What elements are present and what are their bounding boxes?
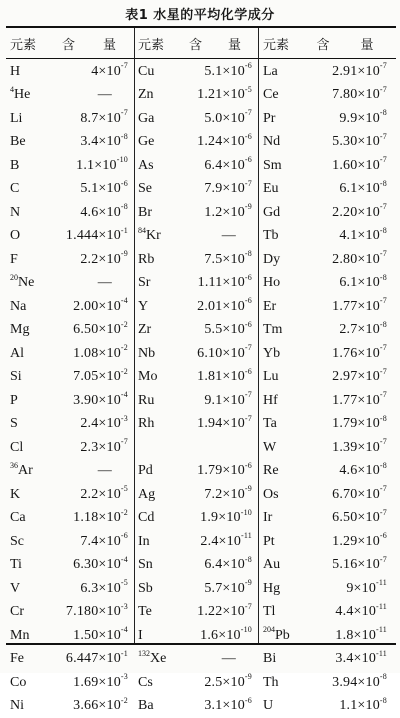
content-value: $2.20\times 10^{-7}$: [303, 205, 391, 221]
element-symbol: Fe: [10, 651, 50, 667]
content-value: $5.0\times 10^{-7}$: [178, 111, 256, 127]
table-row: [263, 648, 391, 672]
content-value: —: [178, 651, 256, 667]
element-symbol: Se: [138, 181, 178, 197]
content-value: $1.1\times 10^{-10}$: [50, 158, 132, 174]
element-symbol: Rh: [138, 416, 178, 432]
table-row: [263, 601, 391, 625]
content-value: $3.90\times 10^{-4}$: [50, 393, 132, 409]
table-row: [263, 225, 391, 249]
table-row: [263, 483, 391, 507]
table-row: [138, 107, 256, 131]
content-value: $6.4\times 10^{-6}$: [178, 158, 256, 174]
table-row: [10, 60, 132, 84]
column-divider: [134, 28, 135, 643]
content-value: —: [50, 87, 132, 103]
content-value: $9.9\times 10^{-8}$: [303, 111, 391, 127]
content-header: 含 量: [48, 34, 132, 53]
table-row: [263, 436, 391, 460]
table-title: 表1 水星的平均化学成分: [0, 4, 400, 23]
element-symbol: Th: [263, 675, 303, 691]
element-symbol: Mg: [10, 322, 50, 338]
content-header: 含 量: [176, 34, 256, 53]
element-symbol: Gd: [263, 205, 303, 221]
content-value: $6.3\times 10^{-5}$: [50, 581, 132, 597]
element-symbol: Sr: [138, 275, 178, 291]
element-symbol: Er: [263, 299, 303, 315]
element-symbol: La: [263, 64, 303, 80]
content-value: $2.2\times 10^{-9}$: [50, 252, 132, 268]
table-row: [10, 295, 132, 319]
element-symbol: Ho: [263, 275, 303, 291]
table-row: [138, 342, 256, 366]
content-value: $1.24\times 10^{-6}$: [178, 134, 256, 150]
element-symbol: N: [10, 205, 50, 221]
table-row: [263, 389, 391, 413]
element-symbol: Bi: [263, 651, 303, 667]
content-value: $1.18\times 10^{-2}$: [50, 510, 132, 526]
table-row: [138, 131, 256, 155]
element-symbol: O: [10, 228, 50, 244]
element-symbol: Dy: [263, 252, 303, 268]
element-symbol: Rb: [138, 252, 178, 268]
column-header: [10, 28, 132, 58]
content-value: $5.1\times 10^{-6}$: [178, 64, 256, 80]
content-value: $1.444\times 10^{-1}$: [50, 228, 132, 244]
content-value: $3.66\times 10^{-2}$: [50, 698, 132, 714]
content-value: $6.10\times 10^{-7}$: [178, 346, 256, 362]
element-symbol: I: [138, 628, 178, 644]
element-symbol: Ni: [10, 698, 50, 714]
element-header: 元素: [138, 34, 176, 53]
element-symbol: Ag: [138, 487, 178, 503]
content-value: $4\times 10^{-7}$: [50, 64, 132, 80]
content-value: $3.4\times 10^{-11}$: [303, 651, 391, 667]
element-symbol: Tl: [263, 604, 303, 620]
column-header: [263, 28, 391, 58]
element-symbol: Sc: [10, 534, 50, 550]
element-symbol: Pt: [263, 534, 303, 550]
content-value: $1.8\times 10^{-11}$: [303, 628, 391, 644]
content-value: $5.16\times 10^{-7}$: [303, 557, 391, 573]
content-value: $1.1\times 10^{-8}$: [303, 698, 391, 714]
table-row: [263, 154, 391, 178]
table-row: [138, 671, 256, 695]
table-row: [263, 107, 391, 131]
column-group-2: [138, 28, 256, 643]
table-row: [263, 460, 391, 484]
data-rows: [10, 60, 132, 718]
table-row: [10, 131, 132, 155]
element-symbol: Hg: [263, 581, 303, 597]
content-value: $4.1\times 10^{-8}$: [303, 228, 391, 244]
content-value: $1.81\times 10^{-6}$: [178, 369, 256, 385]
element-symbol: In: [138, 534, 178, 550]
content-value: $6.1\times 10^{-8}$: [303, 181, 391, 197]
table-row: [10, 225, 132, 249]
column-header: [138, 28, 256, 58]
content-value: $1.2\times 10^{-9}$: [178, 205, 256, 221]
content-value: $2.4\times 10^{-3}$: [50, 416, 132, 432]
content-value: $1.69\times 10^{-3}$: [50, 675, 132, 691]
content-value: $6.50\times 10^{-7}$: [303, 510, 391, 526]
element-symbol: Cd: [138, 510, 178, 526]
table-row: [10, 413, 132, 437]
content-value: $1.50\times 10^{-4}$: [50, 628, 132, 644]
table-row: [10, 366, 132, 390]
element-symbol: $^{36}$Ar: [10, 463, 50, 479]
table-row: [10, 460, 132, 484]
content-value: —: [50, 275, 132, 291]
element-symbol: Be: [10, 134, 50, 150]
content-value: —: [50, 463, 132, 479]
element-symbol: Tb: [263, 228, 303, 244]
content-value: $1.11\times 10^{-6}$: [178, 275, 256, 291]
content-value: $5.5\times 10^{-6}$: [178, 322, 256, 338]
element-symbol: Na: [10, 299, 50, 315]
table-row: [138, 695, 256, 718]
content-value: $3.1\times 10^{-6}$: [178, 698, 256, 714]
content-value: $7.2\times 10^{-9}$: [178, 487, 256, 503]
table-row: [10, 695, 132, 718]
element-symbol: Ge: [138, 134, 178, 150]
content-value: $1.21\times 10^{-5}$: [178, 87, 256, 103]
table-row: [10, 577, 132, 601]
table-row: [10, 201, 132, 225]
element-symbol: S: [10, 416, 50, 432]
element-symbol: W: [263, 440, 303, 456]
table-row: [138, 601, 256, 625]
content-value: $1.29\times 10^{-6}$: [303, 534, 391, 550]
table-row: [138, 225, 256, 249]
element-symbol: Cu: [138, 64, 178, 80]
element-symbol: Y: [138, 299, 178, 315]
table-row: [263, 60, 391, 84]
table-row: [263, 507, 391, 531]
table-row: [263, 84, 391, 108]
content-value: $4.4\times 10^{-11}$: [303, 604, 391, 620]
table-row: [10, 601, 132, 625]
content-value: $1.77\times 10^{-7}$: [303, 393, 391, 409]
table-row: [138, 483, 256, 507]
element-symbol: Yb: [263, 346, 303, 362]
table-row: [263, 201, 391, 225]
table-row: [10, 671, 132, 695]
element-symbol: Cr: [10, 604, 50, 620]
content-value: $1.94\times 10^{-7}$: [178, 416, 256, 432]
table-row: [138, 624, 256, 648]
content-value: $5.30\times 10^{-7}$: [303, 134, 391, 150]
element-symbol: Ca: [10, 510, 50, 526]
element-symbol: K: [10, 487, 50, 503]
table-row: [10, 507, 132, 531]
column-group-3: [263, 28, 391, 643]
data-rows: [138, 60, 256, 718]
table-row: [138, 178, 256, 202]
element-symbol: $^{84}$Kr: [138, 228, 178, 244]
table-row: [138, 389, 256, 413]
element-symbol: Tm: [263, 322, 303, 338]
element-symbol: Pr: [263, 111, 303, 127]
table-row: [10, 648, 132, 672]
element-symbol: Mn: [10, 628, 50, 644]
element-symbol: Os: [263, 487, 303, 503]
content-value: $6.1\times 10^{-8}$: [303, 275, 391, 291]
element-symbol: Zn: [138, 87, 178, 103]
content-value: $6.4\times 10^{-8}$: [178, 557, 256, 573]
element-header: 元素: [263, 34, 301, 53]
element-symbol: Cl: [10, 440, 50, 456]
content-value: $7.05\times 10^{-2}$: [50, 369, 132, 385]
content-value: $7.180\times 10^{-3}$: [50, 604, 132, 620]
content-value: $2.80\times 10^{-7}$: [303, 252, 391, 268]
element-symbol: Eu: [263, 181, 303, 197]
content-value: $8.7\times 10^{-7}$: [50, 111, 132, 127]
table-row: [138, 248, 256, 272]
table-row: [10, 84, 132, 108]
element-symbol: Mo: [138, 369, 178, 385]
table-row: [263, 554, 391, 578]
element-symbol: Nd: [263, 134, 303, 150]
element-symbol: Ta: [263, 416, 303, 432]
element-symbol: Lu: [263, 369, 303, 385]
content-value: $1.6\times 10^{-10}$: [178, 628, 256, 644]
table-row: [263, 248, 391, 272]
element-symbol: P: [10, 393, 50, 409]
element-symbol: As: [138, 158, 178, 174]
element-symbol: Li: [10, 111, 50, 127]
content-value: $7.9\times 10^{-7}$: [178, 181, 256, 197]
element-symbol: H: [10, 64, 50, 80]
element-symbol: Au: [263, 557, 303, 573]
table-row: [10, 319, 132, 343]
element-symbol: Pd: [138, 463, 178, 479]
content-value: —: [178, 228, 256, 244]
content-value: $2.2\times 10^{-5}$: [50, 487, 132, 503]
element-symbol: $^4$He: [10, 87, 50, 103]
element-symbol: U: [263, 698, 303, 714]
content-value: $2.7\times 10^{-8}$: [303, 322, 391, 338]
table-row: [10, 389, 132, 413]
table-row: [263, 577, 391, 601]
table-row: [10, 154, 132, 178]
element-symbol: Br: [138, 205, 178, 221]
table-row: [138, 554, 256, 578]
table-row: [263, 178, 391, 202]
content-value: $9.1\times 10^{-7}$: [178, 393, 256, 409]
content-value: $7.5\times 10^{-8}$: [178, 252, 256, 268]
table-row: [10, 624, 132, 648]
element-symbol: Ce: [263, 87, 303, 103]
element-symbol: Ga: [138, 111, 178, 127]
table-row: [138, 577, 256, 601]
content-value: $5.1\times 10^{-6}$: [50, 181, 132, 197]
table-row: [10, 272, 132, 296]
table-row: [263, 530, 391, 554]
element-symbol: Re: [263, 463, 303, 479]
content-value: $6.70\times 10^{-7}$: [303, 487, 391, 503]
content-value: $4.6\times 10^{-8}$: [303, 463, 391, 479]
element-symbol: Sm: [263, 158, 303, 174]
table-row: [138, 460, 256, 484]
element-symbol: $^{204}$Pb: [263, 628, 303, 644]
element-symbol: V: [10, 581, 50, 597]
table-row: [138, 648, 256, 672]
element-symbol: B: [10, 158, 50, 174]
content-value: $2.4\times 10^{-11}$: [178, 534, 256, 550]
table-row: [263, 413, 391, 437]
content-value: $1.9\times 10^{-10}$: [178, 510, 256, 526]
table-row: [138, 366, 256, 390]
element-symbol: $^{132}$Xe: [138, 651, 178, 667]
element-symbol: Ir: [263, 510, 303, 526]
data-rows: [263, 60, 391, 718]
table-row: [10, 248, 132, 272]
table-row: [10, 554, 132, 578]
element-symbol: Sb: [138, 581, 178, 597]
element-symbol: Sn: [138, 557, 178, 573]
table-row: [138, 507, 256, 531]
element-symbol: Hf: [263, 393, 303, 409]
content-value: $1.60\times 10^{-7}$: [303, 158, 391, 174]
table-row: [138, 295, 256, 319]
content-value: $1.08\times 10^{-2}$: [50, 346, 132, 362]
element-symbol: Cs: [138, 675, 178, 691]
table-row: [138, 272, 256, 296]
content-value: $1.39\times 10^{-7}$: [303, 440, 391, 456]
element-symbol: Nb: [138, 346, 178, 362]
table-row: [10, 436, 132, 460]
element-symbol: Si: [10, 369, 50, 385]
element-symbol: F: [10, 252, 50, 268]
content-value: $7.4\times 10^{-6}$: [50, 534, 132, 550]
element-symbol: Co: [10, 675, 50, 691]
content-value: $1.79\times 10^{-6}$: [178, 463, 256, 479]
table-row: [263, 366, 391, 390]
table-row: [263, 295, 391, 319]
table-row: [138, 436, 256, 460]
content-value: $4.6\times 10^{-8}$: [50, 205, 132, 221]
content-value: $1.76\times 10^{-7}$: [303, 346, 391, 362]
content-value: $2.01\times 10^{-6}$: [178, 299, 256, 315]
content-value: $2.5\times 10^{-9}$: [178, 675, 256, 691]
element-symbol: Ru: [138, 393, 178, 409]
column-group-1: [10, 28, 132, 643]
table-row: [263, 272, 391, 296]
table-row: [138, 84, 256, 108]
content-value: $6.30\times 10^{-4}$: [50, 557, 132, 573]
content-value: $2.97\times 10^{-7}$: [303, 369, 391, 385]
content-value: $6.50\times 10^{-2}$: [50, 322, 132, 338]
table-row: [263, 624, 391, 648]
content-value: $2.3\times 10^{-7}$: [50, 440, 132, 456]
table-row: [10, 178, 132, 202]
element-symbol: Te: [138, 604, 178, 620]
table-row: [263, 319, 391, 343]
element-symbol: Ba: [138, 698, 178, 714]
content-value: $2.00\times 10^{-4}$: [50, 299, 132, 315]
column-divider: [258, 28, 259, 643]
table-row: [138, 319, 256, 343]
table-row: [10, 530, 132, 554]
content-value: $2.91\times 10^{-7}$: [303, 64, 391, 80]
content-header: 含 量: [301, 34, 391, 53]
content-value: $1.77\times 10^{-7}$: [303, 299, 391, 315]
element-symbol: Zr: [138, 322, 178, 338]
content-value: $9\times 10^{-11}$: [303, 581, 391, 597]
table-row: [263, 131, 391, 155]
table-row: [263, 671, 391, 695]
content-value: $6.447\times 10^{-1}$: [50, 651, 132, 667]
table-row: [263, 695, 391, 718]
element-symbol: C: [10, 181, 50, 197]
element-symbol: Al: [10, 346, 50, 362]
table-row: [263, 342, 391, 366]
table-row: [138, 154, 256, 178]
table-row: [138, 60, 256, 84]
table-row: [138, 413, 256, 437]
element-symbol: Ti: [10, 557, 50, 573]
content-value: $5.7\times 10^{-9}$: [178, 581, 256, 597]
content-value: $7.80\times 10^{-7}$: [303, 87, 391, 103]
table-row: [10, 342, 132, 366]
table-row: [10, 107, 132, 131]
element-header: 元素: [10, 34, 48, 53]
content-value: $1.22\times 10^{-7}$: [178, 604, 256, 620]
element-symbol: $^{20}$Ne: [10, 275, 50, 291]
content-value: $3.94\times 10^{-8}$: [303, 675, 391, 691]
content-value: $3.4\times 10^{-8}$: [50, 134, 132, 150]
content-value: $1.79\times 10^{-8}$: [303, 416, 391, 432]
table-row: [138, 201, 256, 225]
table-row: [138, 530, 256, 554]
table-row: [10, 483, 132, 507]
